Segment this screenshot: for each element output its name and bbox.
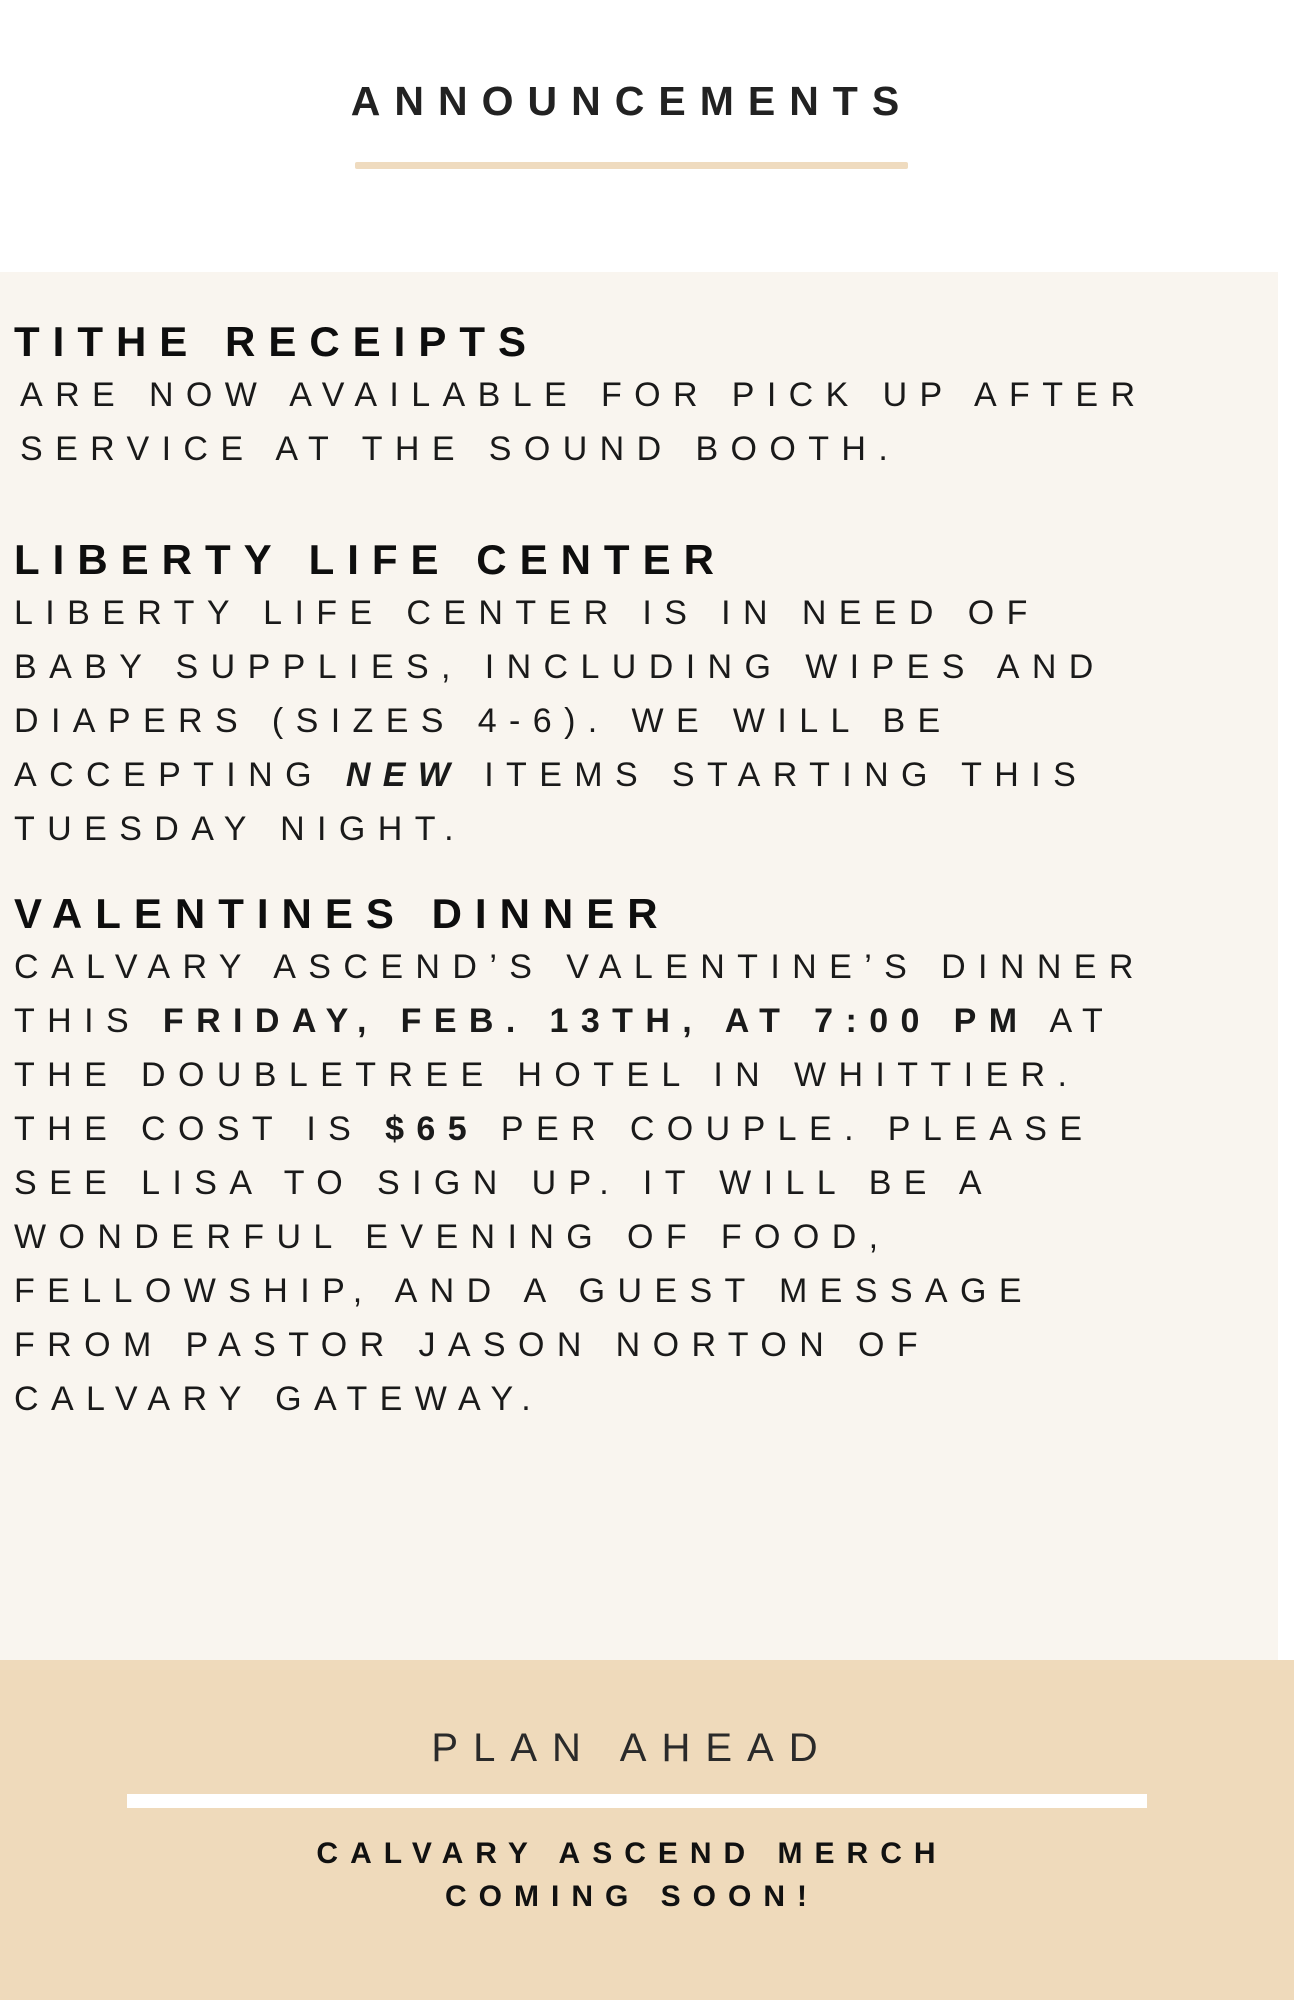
body-line: CALVARY ASCEND’S VALENTINE’S DINNER	[14, 948, 1146, 986]
title-underline	[355, 162, 908, 169]
footer-title: PLAN AHEAD	[431, 1726, 833, 1770]
emphasis-new: NEW	[345, 756, 463, 794]
section-title: LIBERTY LIFE CENTER	[14, 536, 727, 583]
footer-message	[0, 1832, 1264, 1918]
liberty-life-center-section	[14, 534, 1276, 856]
body-line: THE DOUBLETREE HOTEL IN WHITTIER.	[14, 1056, 1080, 1094]
body-line: FROM PASTOR JASON NORTON OF	[14, 1326, 931, 1364]
section-body	[14, 368, 1276, 476]
valentines-dinner-section	[14, 888, 1276, 1426]
tithe-receipts-section	[14, 316, 1276, 476]
body-line: CALVARY GATEWAY.	[14, 1380, 544, 1418]
body-line: DIAPERS (SIZES 4-6). WE WILL BE	[14, 702, 953, 740]
body-text: AT	[1029, 1002, 1116, 1040]
event-date-time: FRIDAY, FEB. 13TH, AT 7:00 PM	[162, 1002, 1030, 1040]
body-line	[14, 1102, 1276, 1156]
body-line: FELLOWSHIP, AND A GUEST MESSAGE	[14, 1272, 1034, 1310]
body-text: ACCEPTING	[14, 756, 346, 794]
body-line	[14, 994, 1276, 1048]
body-text: ITEMS STARTING THIS	[462, 756, 1089, 794]
section-body	[14, 586, 1276, 856]
plan-ahead-footer	[0, 1660, 1294, 2000]
body-line: LIBERTY LIFE CENTER IS IN NEED OF	[14, 594, 1040, 632]
header	[0, 0, 1294, 272]
body-line: ARE NOW AVAILABLE FOR PICK UP AFTER	[20, 376, 1148, 414]
body-line: SEE LISA TO SIGN UP. IT WILL BE A	[14, 1164, 994, 1202]
footer-line: COMING SOON!	[445, 1880, 819, 1913]
body-line: WONDERFUL EVENING OF FOOD,	[14, 1218, 891, 1256]
event-price: $65	[385, 1110, 480, 1148]
announcements-content	[0, 272, 1278, 1660]
body-line: SERVICE AT THE SOUND BOOTH.	[20, 430, 901, 468]
body-text: THE COST IS	[14, 1110, 386, 1148]
footer-line: CALVARY ASCEND MERCH	[316, 1837, 948, 1870]
body-line: TUESDAY NIGHT.	[14, 810, 466, 848]
section-title: TITHE RECEIPTS	[14, 318, 540, 365]
body-text: THIS	[14, 1002, 163, 1040]
body-text: PER COUPLE. PLEASE	[479, 1110, 1095, 1148]
section-title: VALENTINES DINNER	[14, 890, 671, 937]
footer-divider	[127, 1794, 1147, 1808]
body-line	[14, 748, 1276, 802]
body-line: BABY SUPPLIES, INCLUDING WIPES AND	[14, 648, 1106, 686]
section-body	[14, 940, 1276, 1426]
page-title: ANNOUNCEMENTS	[350, 78, 914, 124]
